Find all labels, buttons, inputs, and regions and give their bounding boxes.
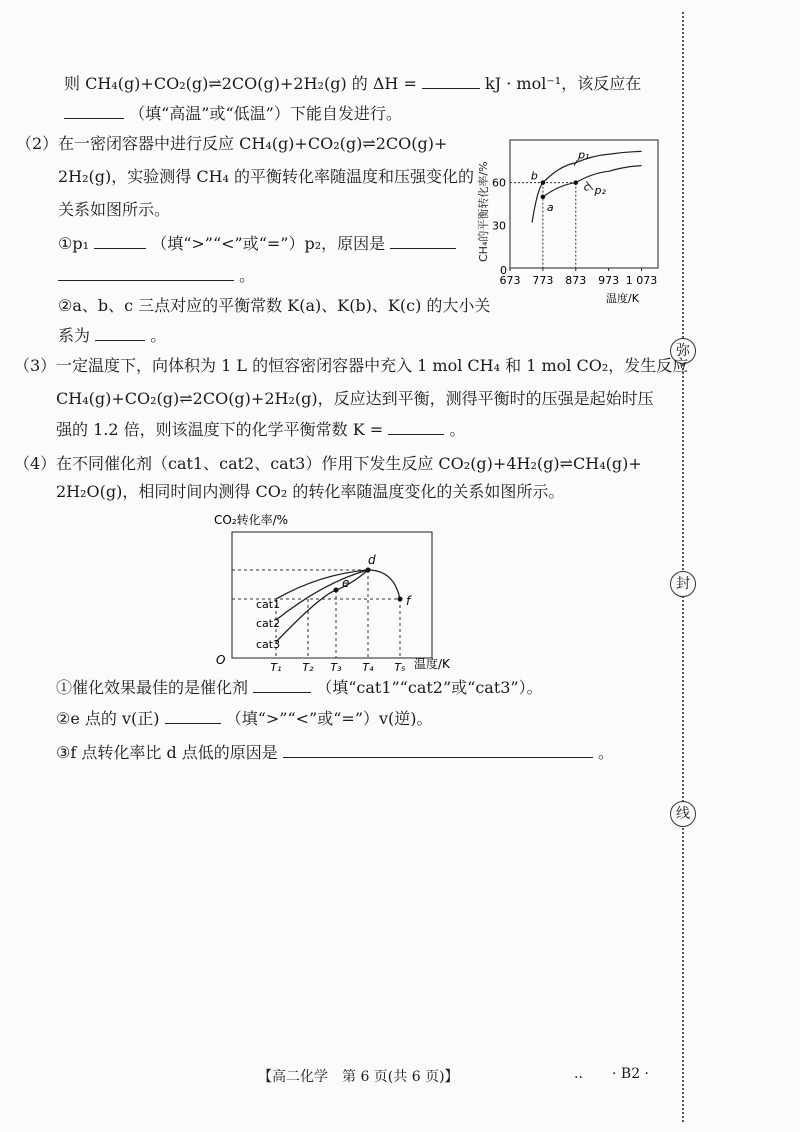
answer-blank-reason-b[interactable] [58,264,234,281]
chart1-series-label: p₂ [594,184,606,198]
chart1-y-tick-label: 60 [492,176,506,190]
part2-marker: （2） [16,134,59,153]
part1-line2: （填“高温”或“低温”）下能自发进行。 [64,102,402,126]
chart1-point-label: c [583,180,590,194]
chart2-point [398,597,403,602]
chart2-series-label: cat2 [256,617,281,630]
answer-blank-temperature[interactable] [64,102,124,119]
answer-blank-reason-a[interactable] [390,232,456,249]
answer-blank-rate-compare[interactable] [165,707,221,724]
chart1-x-axis-label: 温度/K [606,292,639,305]
chart1-x-tick-label: 773 [532,274,554,287]
part2-q2-line2: 系为 。 [58,326,167,345]
footer-dots: .. [574,1066,583,1082]
part4-q2: ②e 点的 v(正) （填“>”“<”或“=”）v(逆)。 [56,709,433,728]
part2-q1-line1: ①p₁ （填“>”“<”或“=”）p₂，原因是 [58,232,456,256]
part3-line1: 一定温度下，向体积为 1 L 的恒容密闭容器中充入 1 mol CH₄ 和 1 mol CO₂，发生反应 [56,356,689,375]
chart1-series-label: p₁ [578,148,590,162]
footer-page-info: 【高二化学 第 6 页(共 6 页)】 [258,1069,459,1085]
part4-line1: 在不同催化剂（cat1、cat2、cat3）作用下发生反应 CO₂(g)+4H₂(g)⇌CH₄(g)+ [56,454,642,473]
chart2-origin-label: O [216,653,226,667]
chart2-point-label: e [342,576,350,590]
part2-line2: 2H₂(g)，实验测得 CH₄ 的平衡转化率随温度和压强变化的 [58,167,475,186]
chart2-curve-cat3 [276,570,368,642]
chart1-point-label: a [546,200,554,214]
chart2-x-tick-label: T₁ [270,661,282,673]
part2-q1-line2: 。 [58,264,255,288]
footer-code: · B2 · [612,1066,649,1082]
chart2-point [366,568,371,573]
part4-q3: ③f 点转化率比 d 点低的原因是 。 [56,743,614,762]
answer-blank-best-catalyst[interactable] [253,676,311,693]
answer-blank-k-order[interactable] [95,324,145,341]
chart2-x-tick-label: T₃ [330,661,342,673]
chart1-point-label: b [530,169,538,183]
part4-marker: （4） [14,454,57,473]
chart2-co2-conversion [200,508,460,673]
part3-line2: CH₄(g)+CO₂(g)⇌2CO(g)+2H₂(g)，反应达到平衡，测得平衡时的压强是起始时压 [56,389,654,408]
chart1-x-tick-label: 873 [565,274,587,287]
chart2-y-axis-label: CO₂转化率/% [214,513,289,527]
chart2-curve-cat2 [276,570,368,620]
chart1-point [541,195,546,200]
chart2-series-label: cat3 [256,638,281,651]
chart2-x-axis-label: 温度/K [414,657,450,671]
chart2-point-label: d [368,553,376,567]
part4-q1: ①催化效果最佳的是催化剂 （填“cat1”“cat2”或“cat3”）。 [56,678,543,697]
part3-marker: （3） [14,356,57,375]
part2-line3: 关系如图所示。 [58,200,171,219]
part3-line3: 强的 1.2 倍，则该温度下的化学平衡常数 K = 。 [56,420,466,439]
seal-char-3: 线 [670,801,696,827]
answer-blank-k-value[interactable] [388,418,444,435]
chart1-ch4-conversion [470,132,670,312]
chart1-y-tick-label: 30 [492,219,506,233]
chart2-x-tick-label: T₅ [394,661,406,673]
chart2-point [334,588,339,593]
chart1-x-tick-label: 973 [598,274,620,287]
chart2-x-tick-label: T₂ [302,661,314,673]
answer-blank-delta-h[interactable] [422,72,480,89]
chart1-point [573,180,578,185]
chart1-y-axis-label: CH₄的平衡转化率/% [477,161,490,262]
seal-char-2: 封 [670,571,696,597]
chart1-point [541,180,546,185]
part2-line1: 在一密闭容器中进行反应 CH₄(g)+CO₂(g)⇌2CO(g)+ [58,134,448,153]
chart1-origin-label: 0 [500,264,507,277]
answer-blank-f-reason[interactable] [283,741,593,758]
chart2-curve-decline [368,570,400,599]
chart2-series-label: cat1 [256,598,281,611]
part1-line1: 则 CH₄(g)+CO₂(g)⇌2CO(g)+2H₂(g) 的 ΔH = kJ · mol⁻¹，该反应在 [64,74,642,93]
chart1-x-tick-label: 1 073 [625,274,658,287]
binding-margin-line [682,12,684,1122]
chart1-x-tick-label: 673 [499,274,521,287]
chart2-point-label: f [406,594,411,608]
part2-q2-line1: ②a、b、c 三点对应的平衡常数 K(a)、K(b)、K(c) 的大小关 [58,296,491,315]
part4-line2: 2H₂O(g)，相同时间内测得 CO₂ 的转化率随温度变化的关系如图所示。 [56,482,565,501]
answer-blank-p1-p2[interactable] [94,232,146,249]
chart2-x-tick-label: T₄ [362,661,374,673]
seal-char-1: 弥 [670,338,696,364]
